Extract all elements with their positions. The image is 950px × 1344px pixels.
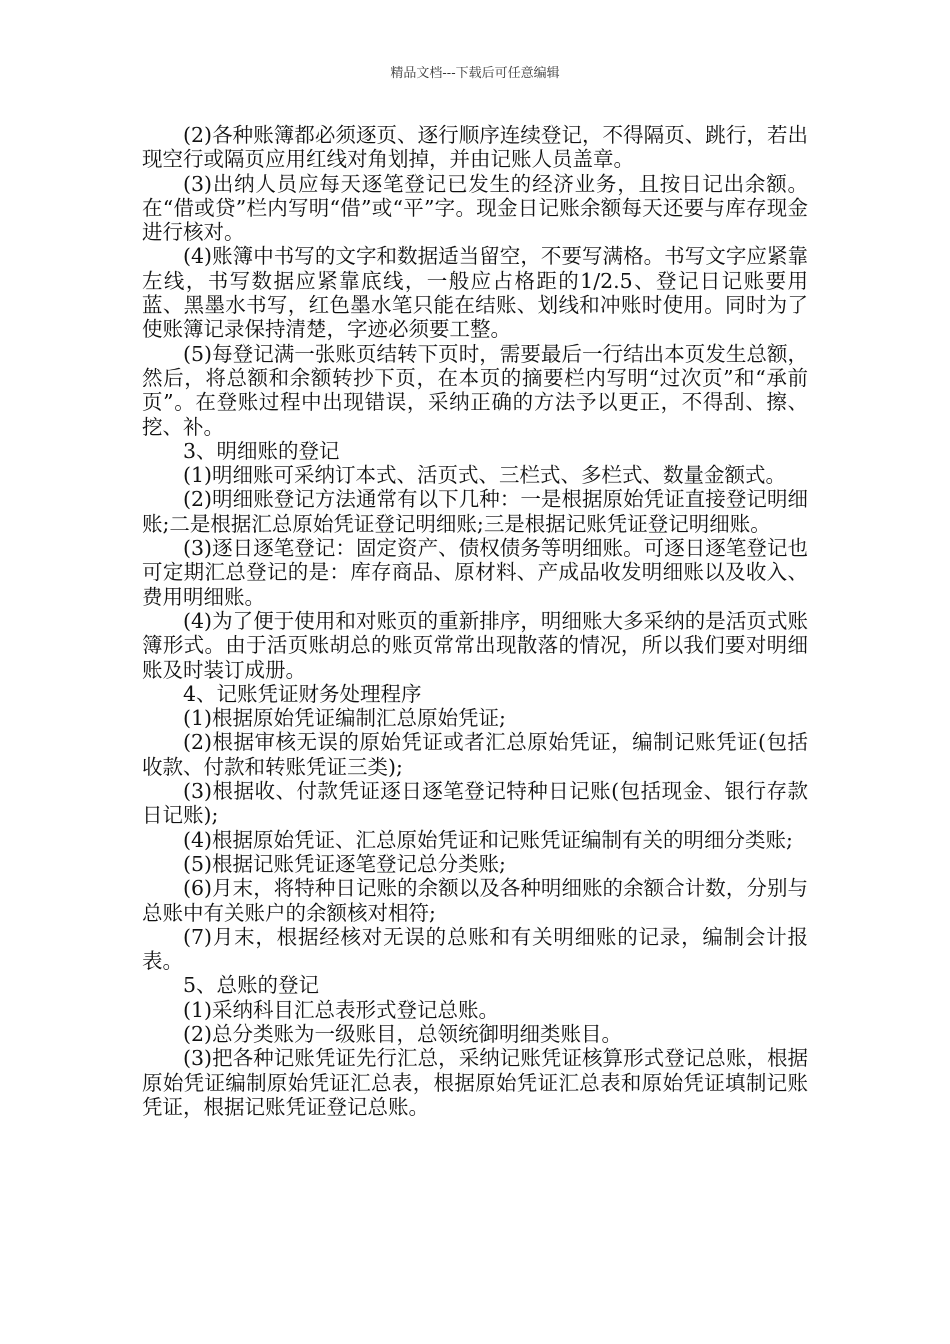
- section-heading: 4、记账凭证财务处理程序: [183, 681, 422, 706]
- paragraph: (5)每登记满一张账页结转下页时，需要最后一行结出本页发生总额，然后，将总额和余额转抄下页，在本页的摘要栏内写明“过次页”和“承前页”。在登账过程中出现错误，采纳正确的方法予以更正，不得刮、擦、挖、补。: [142, 341, 808, 439]
- paragraph: (3)把各种记账凭证先行汇总，采纳记账凭证核算形式登记总账，根据原始凭证编制原始凭证汇总表，根据原始凭证汇总表和原始凭证填制记账凭证，根据记账凭证登记总账。: [142, 1046, 808, 1119]
- paragraph: (2)明细账登记方法通常有以下几种：一是根据原始凭证直接登记明细账;二是根据汇总原始凭证登记明细账;三是根据记账凭证登记明细账。: [142, 487, 808, 536]
- paragraph: (2)各种账簿都必须逐页、逐行顺序连续登记，不得隔页、跳行，若出现空行或隔页应用红线对角划掉，并由记账人员盖章。: [142, 123, 808, 172]
- paragraph: (2)总分类账为一级账目，总领统御明细类账目。: [183, 1021, 623, 1046]
- paragraph: (6)月末，将特种日记账的余额以及各种明细账的余额合计数，分别与总账中有关账户的余额核对相符;: [142, 876, 808, 925]
- paragraph: (1)根据原始凭证编制汇总原始凭证;: [183, 706, 506, 731]
- paragraph: (2)根据审核无误的原始凭证或者汇总原始凭证，编制记账凭证(包括收款、付款和转账凭证三类);: [142, 730, 808, 779]
- paragraph: (4)为了便于使用和对账页的重新排序，明细账大多采纳的是活页式账簿形式。由于活页账胡总的账页常常出现散落的情况，所以我们要对明细账及时装订成册。: [142, 608, 808, 682]
- paragraph: (3)出纳人员应每天逐笔登记已发生的经济业务，且按日记出余额。在“借或贷”栏内写明“借”或“平”字。现金日记账余额每天还要与库存现金进行核对。: [142, 171, 808, 245]
- paragraph: (5)根据记账凭证逐笔登记总分类账;: [183, 851, 506, 876]
- paragraph: (1)采纳科目汇总表形式登记总账。: [183, 997, 500, 1022]
- paragraph: (3)根据收、付款凭证逐日逐笔登记特种日记账(包括现金、银行存款日记账);: [142, 779, 808, 828]
- paragraph: (4)根据原始凭证、汇总原始凭证和记账凭证编制有关的明细分类账;: [183, 827, 793, 852]
- paragraph: (4)账簿中书写的文字和数据适当留空，不要写满格。书写文字应紧靠左线，书写数据应紧靠底线，一般应占格距的1/2.5、登记日记账要用蓝、黑墨水书写，红色墨水笔只能在结账、划线和冲账时使用。同时为了使账簿记录保持清楚，字迹必须要工整。: [142, 244, 808, 342]
- paragraph: (7)月末，根据经核对无误的总账和有关明细账的记录，编制会计报表。: [142, 924, 808, 974]
- paragraph: (3)逐日逐笔登记：固定资产、债权债务等明细账。可逐日逐笔登记也可定期汇总登记的是：库存商品、原材料、产成品收发明细账以及收入、费用明细账。: [142, 536, 808, 609]
- document-body: [142, 123, 808, 1119]
- section-heading: 5、总账的登记: [183, 973, 320, 998]
- paragraph: (1)明细账可采纳订本式、活页式、三栏式、多栏式、数量金额式。: [183, 463, 787, 488]
- page-header: 精品文档---下载后可任意编辑: [390, 66, 560, 81]
- section-heading: 3、明细账的登记: [183, 438, 340, 463]
